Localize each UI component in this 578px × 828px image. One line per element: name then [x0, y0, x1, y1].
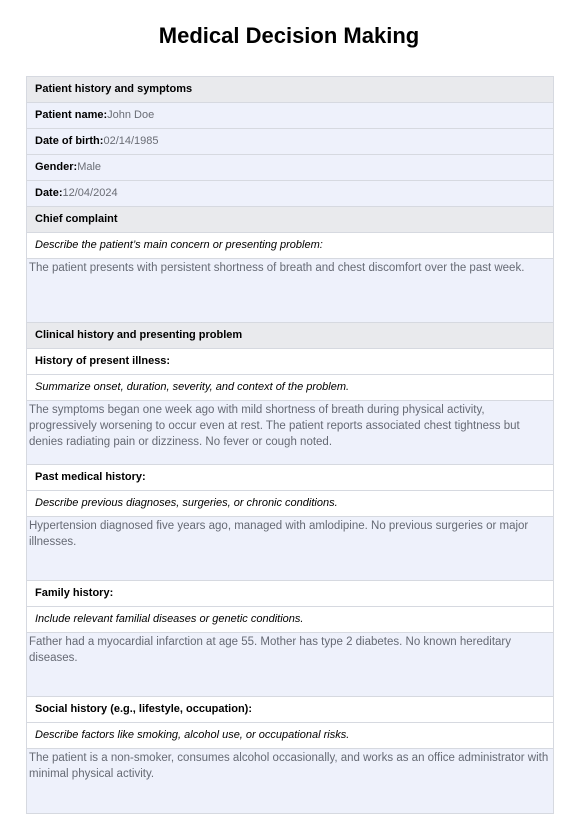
- social-history-field[interactable]: The patient is a non-smoker, consumes alcohol occasionally, and works as an office administrator with minimal physical activity.: [27, 749, 553, 813]
- family-history-instruction: Include relevant familial diseases or genetic conditions.: [27, 607, 553, 633]
- patient-name-field[interactable]: John Doe: [107, 109, 155, 121]
- section-patient-history: Patient history and symptoms: [27, 77, 553, 103]
- pmh-instruction: Describe previous diagnoses, surgeries, or chronic conditions.: [27, 491, 553, 517]
- date-label: Date:: [35, 187, 63, 199]
- dob-field[interactable]: 02/14/1985: [103, 135, 159, 147]
- gender-field[interactable]: Male: [77, 161, 102, 173]
- social-history-instruction: Describe factors like smoking, alcohol use, or occupational risks.: [27, 723, 553, 749]
- mdm-form: [26, 76, 554, 814]
- date-row: [27, 181, 553, 207]
- dob-label: Date of birth:: [35, 135, 104, 147]
- page-title: Medical Decision Making: [158, 23, 420, 48]
- gender-label: Gender:: [35, 161, 78, 173]
- section-chief-complaint: Chief complaint: [27, 207, 553, 233]
- hpi-field[interactable]: The symptoms began one week ago with mild shortness of breath during physical activity, progressively worsening to occur even at rest. The patient reports associated chest tightness but denies radiating pain or dizziness. No fever or cough noted.: [27, 401, 553, 465]
- gender-row: [27, 155, 553, 181]
- pmh-label: Past medical history:: [27, 465, 553, 491]
- family-history-label: Family history:: [27, 581, 553, 607]
- hpi-label: History of present illness:: [27, 349, 553, 375]
- pmh-field[interactable]: Hypertension diagnosed five years ago, managed with amlodipine. No previous surgeries or major illnesses.: [27, 517, 553, 581]
- social-history-label: Social history (e.g., lifestyle, occupation):: [27, 697, 553, 723]
- patient-name-label: Patient name:: [35, 109, 108, 121]
- chief-complaint-field[interactable]: The patient presents with persistent shortness of breath and chest discomfort over the past week.: [27, 259, 553, 323]
- chief-complaint-instruction: Describe the patient’s main concern or presenting problem:: [27, 233, 553, 259]
- family-history-field[interactable]: Father had a myocardial infarction at age 55. Mother has type 2 diabetes. No known hereditary diseases.: [27, 633, 553, 697]
- dob-row: [27, 129, 553, 155]
- patient-name-row: [27, 103, 553, 129]
- section-clinical-history: Clinical history and presenting problem: [27, 323, 553, 349]
- hpi-instruction: Summarize onset, duration, severity, and context of the problem.: [27, 375, 553, 401]
- date-field[interactable]: 12/04/2024: [62, 187, 118, 199]
